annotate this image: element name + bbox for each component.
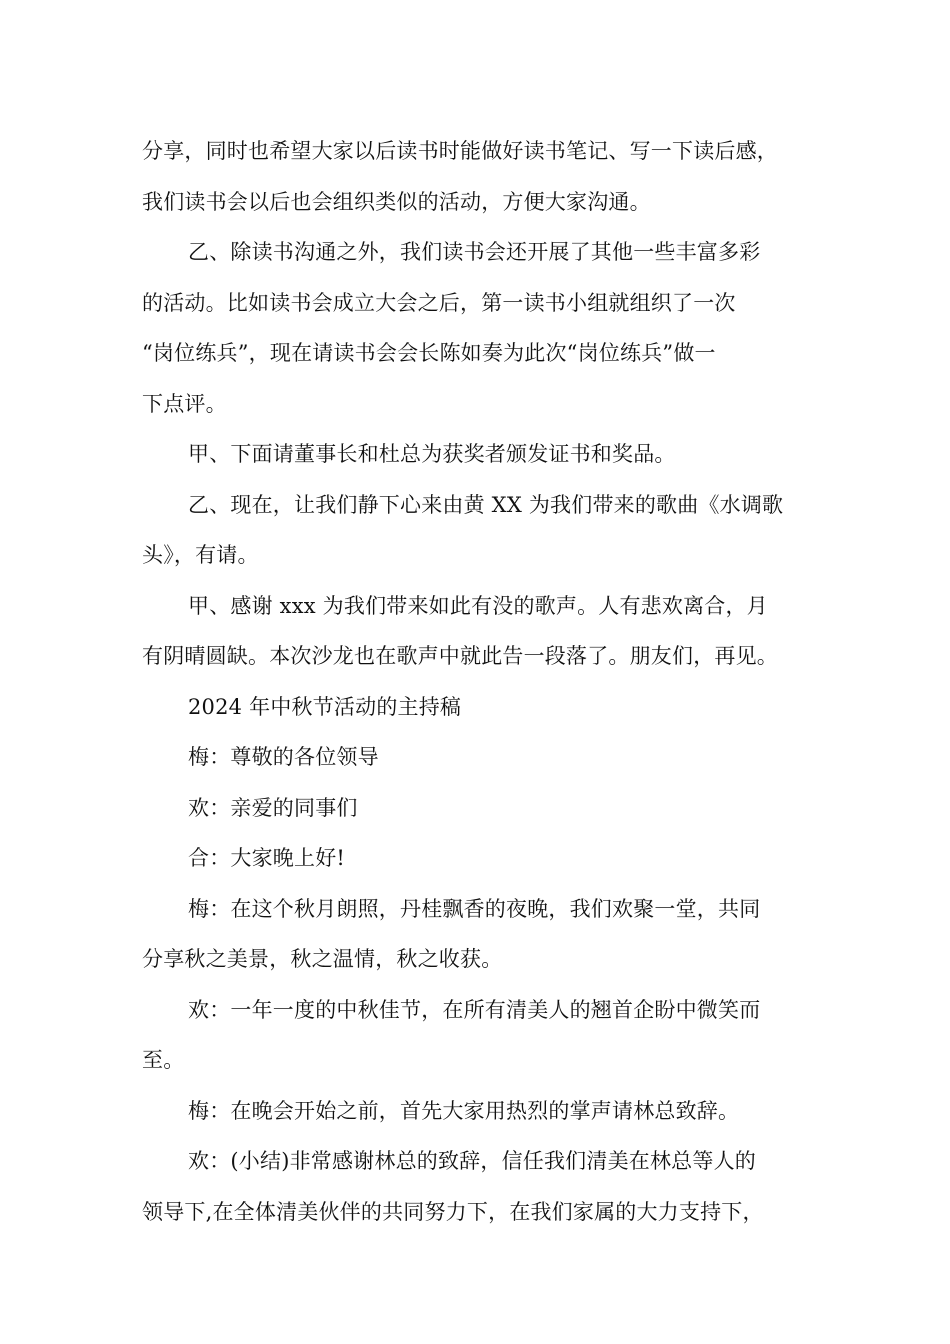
text-line-8: 乙、现在，让我们静下心来由黄 XX 为我们带来的歌曲《水调歌 bbox=[188, 492, 784, 517]
text-line-18: 欢：一年一度的中秋佳节，在所有清美人的翘首企盼中微笑而 bbox=[188, 997, 761, 1022]
text-line-16: 梅：在这个秋月朗照，丹桂飘香的夜晚，我们欢聚一堂，共同 bbox=[188, 896, 761, 921]
text-line-21: 欢：(小结)非常感谢林总的致辞，信任我们清美在林总等人的 bbox=[188, 1149, 756, 1173]
text-line-19: 至。 bbox=[142, 1048, 185, 1072]
text-line-22: 领导下,在全体清美伙伴的共同努力下，在我们家属的大力支持下， bbox=[142, 1199, 764, 1224]
text-line-11: 有阴晴圆缺。本次沙龙也在歌声中就此告一段落了。朋友们，再见。 bbox=[142, 644, 778, 668]
document-text-body bbox=[142, 126, 822, 1237]
text-line-10: 甲、感谢 xxx 为我们带来如此有没的歌声。人有悲欢离合，月 bbox=[188, 593, 768, 618]
text-line-3: 乙、除读书沟通之外，我们读书会还开展了其他一些丰富多彩 bbox=[188, 240, 761, 264]
text-line-5: “岗位练兵”，现在请读书会会长陈如奏为此次“岗位练兵”做一 bbox=[142, 341, 716, 365]
text-line-9: 头》，有请。 bbox=[142, 543, 259, 567]
text-line-1: 分享，同时也希望大家以后读书时能做好读书笔记、写一下读后感， bbox=[142, 139, 778, 163]
text-line-2: 我们读书会以后也会组织类似的活动，方便大家沟通。 bbox=[142, 189, 651, 214]
text-line-17: 分享秋之美景，秋之温情，秋之收获。 bbox=[142, 947, 503, 971]
text-line-6: 下点评。 bbox=[142, 391, 227, 416]
text-line-20: 梅：在晚会开始之前，首先大家用热烈的掌声请林总致辞。 bbox=[188, 1098, 740, 1123]
text-line-13: 梅：尊敬的各位领导 bbox=[188, 745, 379, 769]
text-line-7: 甲、下面请董事长和杜总为获奖者颁发证书和奖品。 bbox=[188, 442, 676, 466]
text-line-14: 欢：亲爱的同事们 bbox=[188, 795, 358, 820]
section-title: 2024 年中秋节活动的主持稿 bbox=[188, 694, 462, 719]
text-line-4: 的活动。比如读书会成立大会之后，第一读书小组就组织了一次 bbox=[142, 290, 736, 315]
text-line-15: 合：大家晚上好! bbox=[188, 846, 346, 870]
